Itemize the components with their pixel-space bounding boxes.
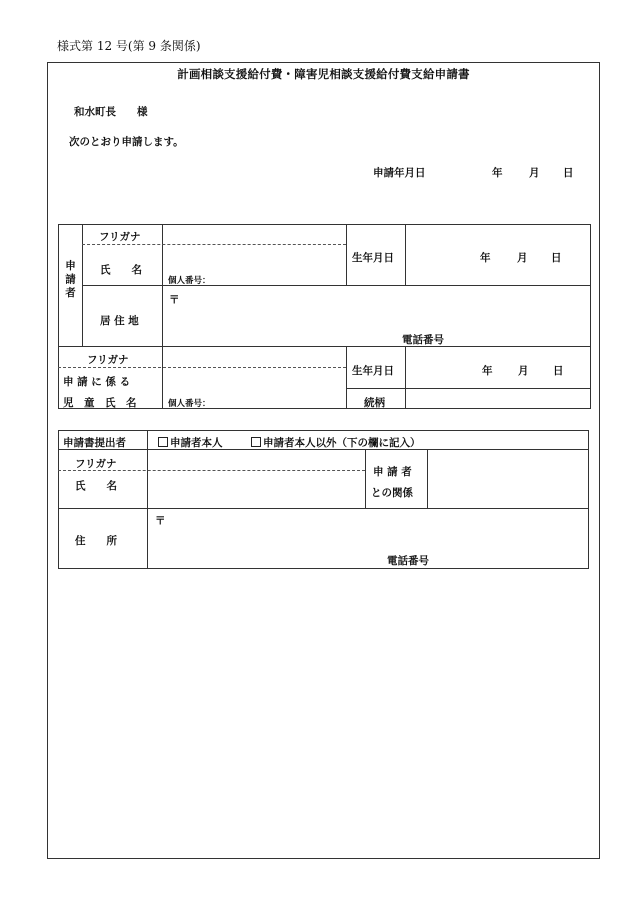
submitter-label: 申請書提出者	[63, 437, 126, 449]
submitter-option-other-label: 申請者本人以外（下の欄に記入）	[263, 437, 421, 449]
form-frame	[47, 62, 600, 859]
child-relationship-label: 続柄	[364, 397, 385, 409]
application-date-day: 日	[563, 167, 574, 179]
child-label-line1: 申 請 に 係 る	[63, 376, 131, 388]
submitter-option-self-label: 申請者本人	[170, 437, 223, 449]
child-label-line2: 児 童 氏 名	[63, 397, 137, 409]
child-personal-number-label: 個人番号：	[168, 399, 211, 409]
applicant-residence-label: 居 住 地	[100, 315, 139, 327]
application-date-year: 年	[492, 167, 503, 179]
applicant-birth-month: 月	[517, 252, 528, 264]
application-date-month: 月	[529, 167, 540, 179]
applicant-section-label: 申請者	[64, 260, 76, 301]
child-birthdate-label: 生年月日	[352, 365, 394, 377]
page-title: 計画相談支援給付費・障害児相談支援給付費支給申請書	[177, 67, 470, 81]
submitter-postal-mark: 〒	[155, 515, 166, 527]
checkbox-self[interactable]	[158, 437, 168, 447]
addressee: 和水町長 様	[74, 106, 148, 118]
application-date-label: 申請年月日	[373, 167, 426, 179]
checkbox-other[interactable]	[251, 437, 261, 447]
submitter-option-other[interactable]	[251, 435, 421, 450]
child-birth-day: 日	[553, 365, 564, 377]
applicant-birth-year: 年	[480, 252, 491, 264]
submitter-relation-line2: との関係	[371, 487, 413, 499]
submitter-phone-label: 電話番号	[387, 555, 429, 567]
submitter-name-label: 氏 名	[75, 480, 117, 492]
applicant-personal-number-label: 個人番号：	[168, 276, 211, 286]
applicant-furigana-label: フリガナ	[99, 231, 141, 243]
applicant-name-label: 氏 名	[100, 264, 142, 276]
applicant-postal-mark: 〒	[169, 294, 180, 306]
applicant-phone-label: 電話番号	[402, 334, 444, 346]
submitter-option-self[interactable]	[158, 435, 223, 450]
submitter-relation-line1: 申 請 者	[373, 466, 412, 478]
child-birth-month: 月	[518, 365, 529, 377]
submitter-address-label: 住 所	[75, 535, 117, 547]
form-number: 様式第 12 号(第 9 条関係)	[57, 39, 201, 53]
child-furigana-label: フリガナ	[87, 354, 129, 366]
applicant-birth-day: 日	[551, 252, 562, 264]
submitter-furigana-label: フリガナ	[75, 458, 117, 470]
applicant-birthdate-label: 生年月日	[352, 252, 394, 264]
intro-text: 次のとおり申請します。	[69, 136, 184, 148]
child-birth-year: 年	[482, 365, 493, 377]
